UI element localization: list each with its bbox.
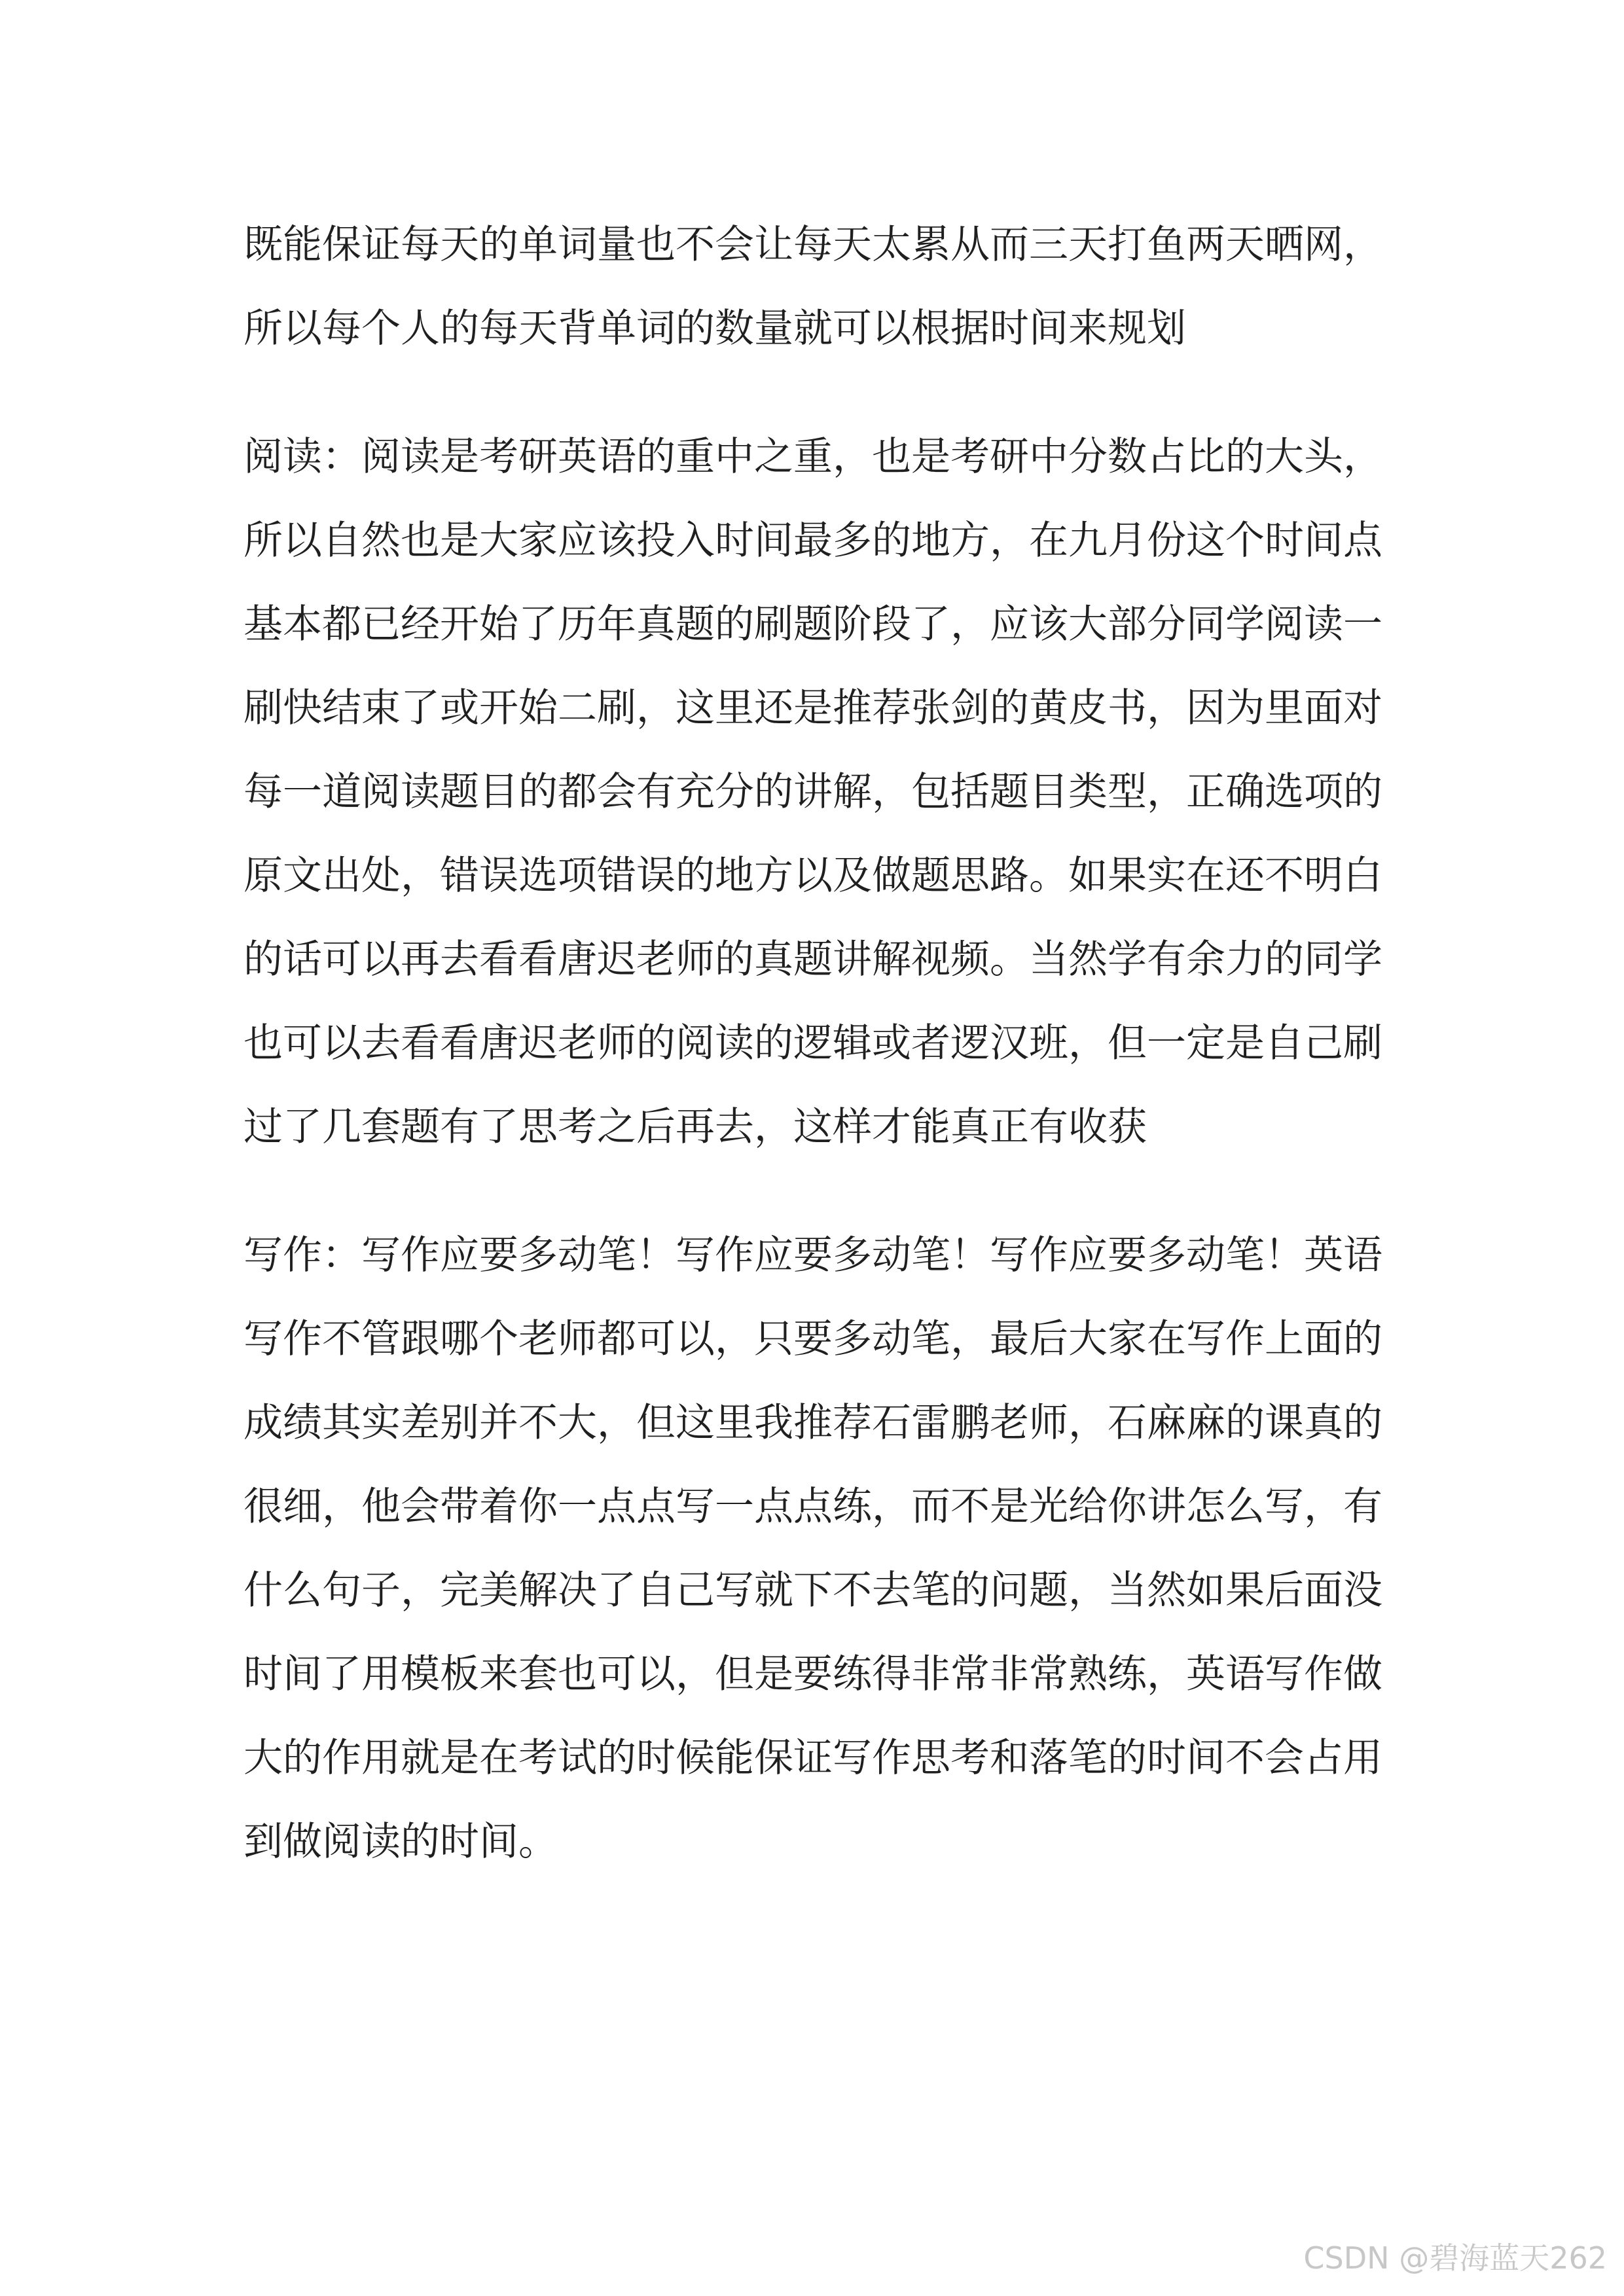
- paragraph-writing: 写作：写作应要多动笔！写作应要多动笔！写作应要多动笔！英语写作不管跟哪个老师都可以，只要多动笔，最后大家在写作上面的成绩其实差别并不大，但这里我推荐石雷鹏老师，石麻麻的课真的很细，他会带着你一点点写一点点练，而不是光给你讲怎么写，有什么句子，完美解决了自己写就下不去笔的问题，当然如果后面没时间了用模板来套也可以，但是要练得非常非常熟练，英语写作做大的作用就是在考试的时候能保证写作思考和落笔的时间不会占用到做阅读的时间。: [244, 1232, 1382, 1865]
- paragraph-reading: 阅读：阅读是考研英语的重中之重，也是考研中分数占比的大头，所以自然也是大家应该投入时间最多的地方，在九月份这个时间点基本都已经开始了历年真题的刷题阶段了，应该大部分同学阅读一刷快结束了或开始二刷，这里还是推荐张剑的黄皮书，因为里面对每一道阅读题目的都会有充分的讲解，包括题目类型，正确选项的原文出处，错误选项错误的地方以及做题思路。如果实在还不明白的话可以再去看看唐迟老师的真题讲解视频。当然学有余力的同学也可以去看看唐迟老师的阅读的逻辑或者逻汉班，但一定是自己刷过了几套题有了思考之后再去，这样才能真正有收获: [244, 434, 1382, 1150]
- csdn-watermark: CSDN @碧海蓝天262: [1303, 2240, 1607, 2276]
- paragraph-vocabulary-plan: 既能保证每天的单词量也不会让每天太累从而三天打鱼两天晒网，所以每个人的每天背单词的数量就可以根据时间来规划: [244, 222, 1382, 351]
- document-body: [244, 203, 1382, 1884]
